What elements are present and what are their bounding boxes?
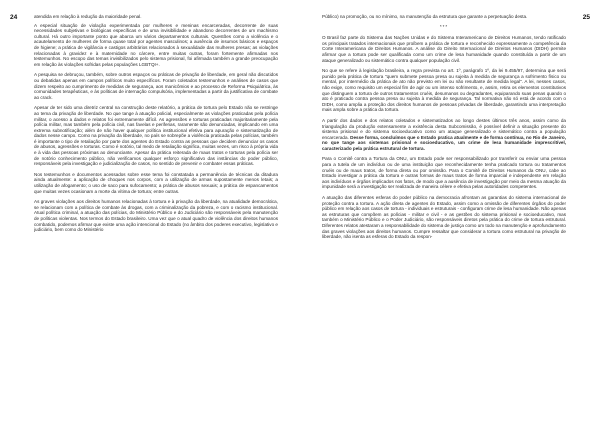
paragraph [322, 118, 566, 152]
text-column [322, 14, 566, 414]
paragraph: atendida em relação à redução da maioridade penal. [34, 14, 142, 19]
emphasized-conclusion: Desse forma, concluímos que o Estado pratica atualmente e de forma contínua, no Rio de Janeiro, no que tange aos sistemas prisional e socioeducativo, um crime de lesa humanidade imprescritível, caracterizado pela prática estrutural de tortura. [322, 134, 566, 151]
paragraph: Para o Comitê contra a Tortura da ONU, um Estado pode ser responsabilizado por transferir ou enviar uma pessoa para a tutela de um indivíduo ou de uma instituição que reconhecidamente tenha praticado tortura ou tratamentos cruéis ou de maus tratos, de forma direta ou por omissão. Para o Comitê de Direitos Humanos da ONU, cabe ao Estado investigar a prática da tortura e outras formas de maus tratos de forma imparcial e independente em relação aos indivíduos e órgãos implicados nos fatos, de modo que a ausência de investigação por meio da mesma atuação da impunidade será a investigação ser realizada de maneira célere e efetiva pelas autoridades competentes. [322, 156, 566, 190]
paragraph-text: A partir dos dados e dos relatos coletados e sistematizados ao longo destes últimos três anos, assim como da triangulação da produção extensamente a existência desta Subcomissão, é possível definir a situação presente do sistema prisional e do sistema socioeducativo como um ataque generalizado e sistemático contra a população encarcerada. [322, 117, 566, 140]
paragraph: A atuação das diferentes esferas do poder público na democracia afrontam as garantias do sistema internacional de proteção contra a tortura. A ação direta de agentes do Estado, assim como a omissão de diferentes órgãos do poder público em relação aos casos de tortura - individuais e estruturais - configuram crime de lesa humanidade. Não apenas as estruturas que compõem as polícias - militar e civil - e as gestões do sistema prisional e socioeducativo, mas também o Ministério Público e o Poder Judiciário, são responsáveis diretos pela prática do crime de tortura estrutural. Diferentes relatos atestaram a responsabilidade do sistema de justiça como um todo na manutenção e aprofundamento das graves violações aos direitos humanos. Cumpre ressaltar que considerar a tortura como estrutural na privação de liberdade, não isenta as esferas do Estado da respon- [322, 195, 566, 240]
paragraph: Público) na promoção, ou no mínimo, na manutenção da estrutura que garante a perpetuação desta. [322, 14, 528, 19]
page-number: 25 [582, 14, 590, 21]
paragraph: Nos testemunhos e documentos acessados sobre esse tema foi constatada a permanência de técnicas da ditadura ainda atualmente: a aplicação de choques nos corpos, com a utilização de armas supostamente menos letais; a utilização de afogamento; o uso de saco para sufocamento; a prática de abusos sexuais; a prática de espancamentos que muitas vezes ocasionam a morte da vítima de tortura; entre outras. [34, 171, 278, 194]
paragraph: O Brasil faz parte do Sistema das Nações Unidas e do Sistema Interamericano de Direitos Humanos, tendo ratificado os principais tratados internacionais que proíbem a prática de tortura e reconhecido expressamente a competência da Corte Interamericana de Direitos Humanos. A análise do Direito Internacional de Direitos Humanos (DIDH) permite afirmar que a tortura pode ser qualificada como um crime de lesa humanidade quando constituída a partir de um ataque generalizado ou sistemático contra qualquer população civil. [322, 35, 566, 63]
paragraph: As graves violações aos direitos humanos relacionadas à tortura e à privação da liberdade, na atualidade democrática, se relacionam com a política de combate às drogas, com a criminalização da pobreza, e com o racismo institucional. Atual política criminal, a atuação das polícias, do Ministério Público e do Judiciário são responsáveis pela manutenção de políticas violentas. Nos termos do Estado brasileiro. Uma vez que o atual quadro de violência dos direitos humanos combatido, podemos afirmar que existe uma ação intencional do Estado (no âmbito dos poderes executivo, legislativo e judiciário, bem como do Ministério [34, 199, 278, 233]
page-number: 24 [10, 14, 18, 21]
paragraph: No que se refere à legislação brasileira, a regra prevista no art. 1º, parágrafo 1º, da lei 9.455/97, determina que será punido pela prática de tortura "quem submete pessoa presa ou sujeita à medida de segurança a sofrimento físico ou mental, por intermédio da prática de ato não previsto em lei ou não resultante de medida legal". A lei, nesses casos, não exige, como requisito um especial fim de agir ou um intenso sofrimento, e, assim, retira os elementos constitutivos que distinguem a tortura de outros tratamentos cruéis, desumanos ou degradantes, equiparando suas penas quando o ato é praticado contra pessoa presa ou sujeita à medida de segurança. Tal normativa não só está de acordo com o DIDH, como amplia a proteção dos direitos humanos de pessoas privadas de liberdade, garantindo uma interpretação mais ampla sobre a prática da tortura. [322, 68, 566, 113]
section-separator: *** [439, 23, 449, 29]
paragraph: Apesar de ter sido uma diretriz central na construção deste relatório, a prática de tortura pelo Estado não se restringe ao tema da privação de liberdade. No que tange à atuação policial, especialmente as violações praticadas pela polícia militar, o acesso a dados e relatos foi extremamente difícil. As agressões e torturas praticadas majoritariamente pela polícia militar, mas também pela polícia civil, nas favelas e periferias, raramente são denunciadas, implicando em uma extrema subnotificação; além de não haver qualquer política institucional efetiva para apuração e sistematização de dados nesse campo. Como na privação da liberdade, no país se sobrepõe a violência praticada pelas polícias, também é importante o tipo de retaliação por parte dos agentes do Estado contra as pessoas que decidem denunciar os casos de abusos, agressões e torturas. Como é notório, tal medo de retaliação significa, muitas vezes, um risco à própria vida e à vida das pessoas próximas ao denunciante. Apesar da prática reiterada de maus tratos e torturas pela polícia ser de notório conhecimento público, não verificamos qualquer esforço significativo das instâncias do poder público, responsáveis pela investigação e judicialização de casos, no sentido de prevenir e combater essas práticas. [34, 105, 278, 167]
text-column [34, 14, 278, 414]
right-page [300, 0, 600, 424]
paragraph: A especial situação de violação experimentada por mulheres e meninas encarceradas, decorrente de suas necessidades subjetivas e biológicas específicas e de uma invisibilidade e abandono decorrentes de um machismo cultural. Há outro importante ponto que abarca um vários departamentos culturais. Questões como a violência e o acautelamento de mulheres de forma quase total por agentes masculinos; a ausência de insumos básicos e espaços de higiene; a prática de vigilância e castigos arbitrários relacionados à sexualidade das mulheres presas; as violações relacionadas à gravidez e à maternidade no cárcere, entre muitas outras, foram fortemente afirmadas nos testemunhos. No escopo das temas invisibilizados pelo sistema prisional, foi afirmada também a grande preocupação em relação às violações sofridas pelas populações LGBTQI+. [34, 22, 278, 67]
paragraph: A pesquisa se debruçou, também, sobre outros espaços ou práticas de privação de liberdade, em geral não discutidos ou debatidas apenas em campos políticos muito específicos. Foram coletados testemunhos e análises de casos que dizem respeito ao cumprimento de medidas de segurança, aos manicômios e ao processo de Reforma Psiquiátrica, às comunidades terapêuticas, e às políticas de internação compulsória, implementadas a partir da justificativa de combate ao crack. [34, 72, 278, 100]
